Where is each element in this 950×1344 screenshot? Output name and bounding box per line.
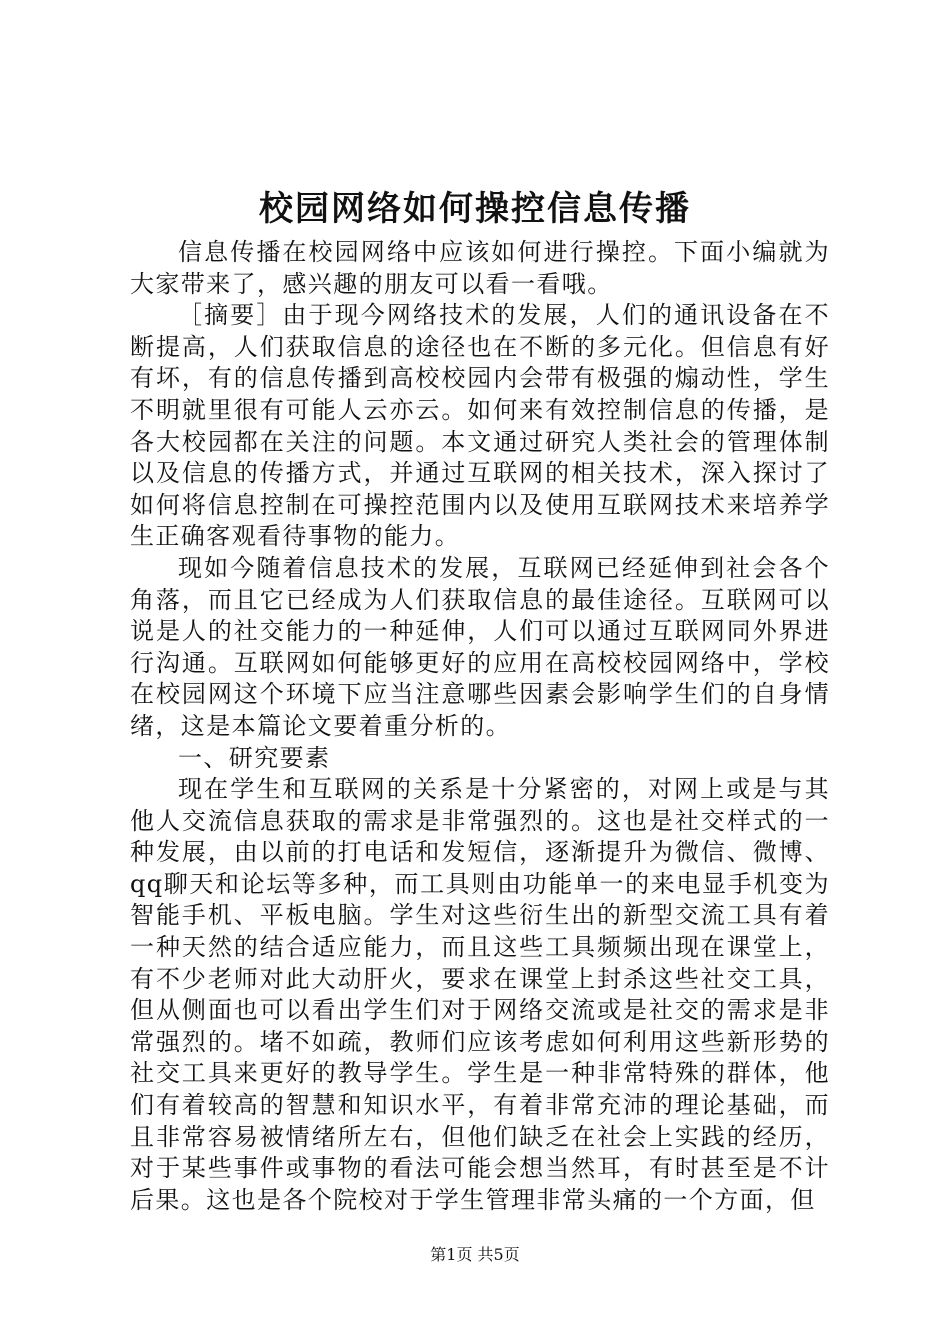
page-footer: 第1页 共5页: [430, 1245, 520, 1264]
document-body: [130, 237, 830, 1216]
paragraph-research-elements: 现在学生和互联网的关系是十分紧密的，对网上或是与其他人交流信息获取的需求是非常强烈的。这也是社交样式的一种发展，由以前的打电话和发短信，逐渐提升为微信、微博、qq聊天和论坛等多种，而工具则由功能单一的来电显手机变为智能手机、平板电脑。学生对这些衍生出的新型交流工具有着一种天然的结合适应能力，而且这些工具频频出现在课堂上，有不少老师对此大动肝火，要求在课堂上封杀这些社交工具，但从侧面也可以看出学生们对于网络交流或是社交的需求是非常强烈的。堵不如疏，教师们应该考虑如何利用这些新形势的社交工具来更好的教导学生。学生是一种非常特殊的群体，他们有着较高的智慧和知识水平，有着非常充沛的理论基础，而且非常容易被情绪所左右，但他们缺乏在社会上实践的经历，对于某些事件或事物的看法可能会想当然耳，有时甚至是不计后果。这也是各个院校对于学生管理非常头痛的一个方面，但: [130, 775, 830, 1214]
paragraph-intro: 信息传播在校园网络中应该如何进行操控。下面小编就为大家带来了，感兴趣的朋友可以看一看哦。: [130, 238, 830, 298]
document-title: 校园网络如何操控信息传播: [259, 189, 691, 229]
section-heading-research-elements: 一、研究要素: [178, 743, 331, 772]
paragraph-abstract: ［摘要］由于现今网络技术的发展，人们的通讯设备在不断提高，人们获取信息的途径也在不断的多元化。但信息有好有坏，有的信息传播到高校校园内会带有极强的煽动性，学生不明就里很有可能人云亦云。如何来有效控制信息的传播，是各大校园都在关注的问题。本文通过研究人类社会的管理体制以及信息的传播方式，并通过互联网的相关技术，深入探讨了如何将信息控制在可操控范围内以及使用互联网技术来培养学生正确客观看待事物的能力。: [130, 301, 830, 551]
paragraph-background: 现如今随着信息技术的发展，互联网已经延伸到社会各个角落，而且它已经成为人们获取信息的最佳途径。互联网可以说是人的社交能力的一种延伸，人们可以通过互联网同外界进行沟通。互联网如何能够更好的应用在高校校园网络中，学校在校园网这个环境下应当注意哪些因素会影响学生们的自身情绪，这是本篇论文要着重分析的。: [130, 553, 830, 740]
